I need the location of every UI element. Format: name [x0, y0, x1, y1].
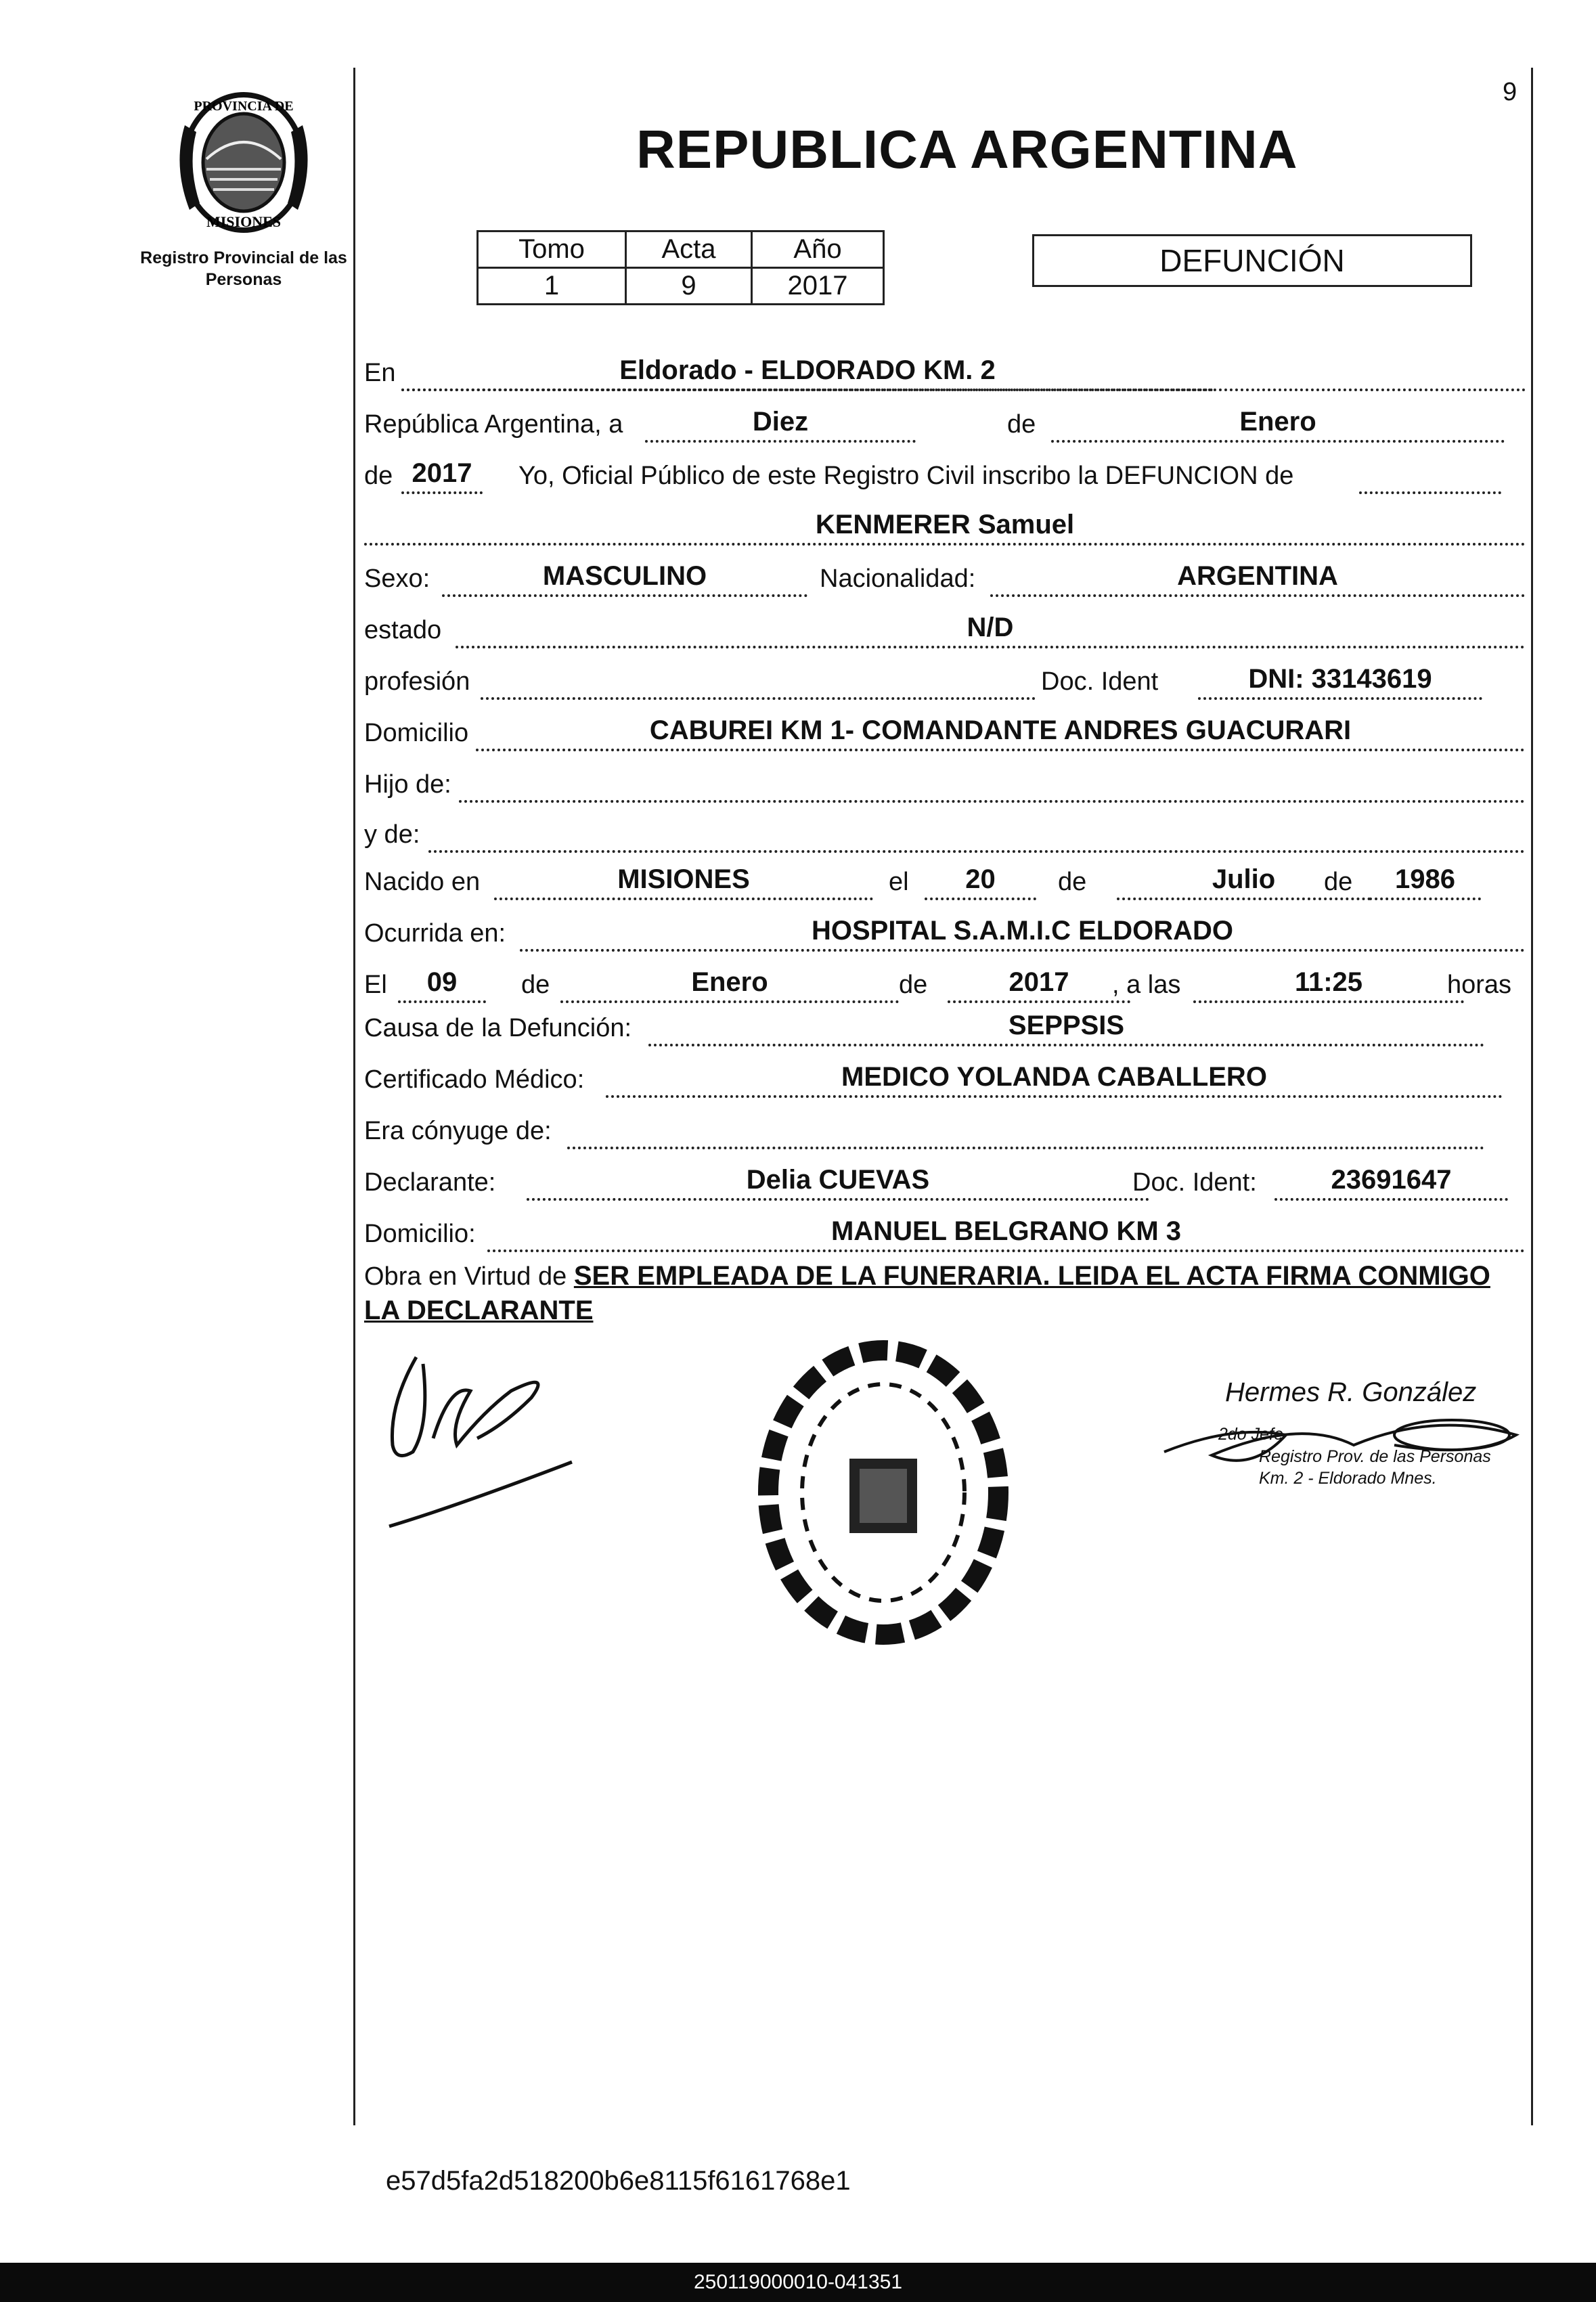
tomo-value: 1	[478, 268, 626, 305]
y-de-field	[428, 816, 1525, 853]
nacido-label: Nacido en	[364, 868, 481, 896]
row-decl-domicilio	[364, 1216, 1528, 1258]
sexo-field: MASCULINO	[442, 560, 807, 597]
causa-field: SEPPSIS	[648, 1010, 1484, 1046]
page-title: REPUBLICA ARGENTINA	[636, 119, 1298, 179]
birth-month-field: Julio	[1117, 864, 1371, 900]
el-label: el	[889, 868, 909, 896]
ocurrida-field: HOSPITAL S.A.M.I.C ELDORADO	[520, 915, 1525, 952]
death-de-label: de	[521, 971, 550, 999]
declarante-label: Declarante:	[364, 1168, 496, 1197]
birth-day-field: 20	[925, 864, 1036, 900]
decl-domicilio-label: Domicilio:	[364, 1220, 476, 1248]
provincial-seal	[173, 85, 315, 237]
hijo-field	[459, 766, 1525, 803]
death-day-field: 09	[398, 967, 486, 1003]
declarant-signature	[376, 1344, 579, 1547]
row-declarante	[364, 1164, 1528, 1206]
en-label: En	[364, 359, 396, 387]
right-margin-rule	[1531, 68, 1533, 2125]
y-de-label: y de:	[364, 820, 420, 849]
registry-label: Registro Provincial de las Personas	[140, 248, 347, 289]
birth-year-field: 1986	[1369, 864, 1481, 900]
year-field: 2017	[401, 458, 483, 494]
row-domicilio	[364, 715, 1528, 757]
blank-trailing-field	[1359, 458, 1501, 494]
hijo-label: Hijo de:	[364, 770, 451, 799]
nacido-field: MISIONES	[494, 864, 873, 900]
official-location: Km. 2 - Eldorado Mnes.	[1259, 1469, 1437, 1488]
place-field: Eldorado - ELDORADO KM. 2	[401, 355, 1214, 391]
estado-field: N/D	[456, 612, 1525, 648]
tomo-header: Tomo	[478, 231, 626, 268]
row-year	[364, 458, 1528, 500]
row-date	[364, 406, 1528, 448]
domicilio-label: Domicilio	[364, 719, 469, 747]
birth-de2-label: de	[1324, 868, 1353, 896]
yo-text: Yo, Oficial Público de este Registro Civil inscribo la DEFUNCION de	[518, 462, 1294, 490]
official-office: Registro Prov. de las Personas	[1259, 1447, 1491, 1466]
acta-header: Acta	[626, 231, 752, 268]
ocurrida-label: Ocurrida en:	[364, 919, 506, 948]
certificado-field: MEDICO YOLANDA CABALLERO	[606, 1061, 1503, 1098]
row-causa	[364, 1010, 1528, 1052]
row-deceased	[364, 509, 1528, 551]
obra-paragraph	[364, 1259, 1528, 1328]
death-month-field: Enero	[560, 967, 899, 1003]
row-nacido	[364, 864, 1528, 906]
domicilio-field: CABUREI KM 1- COMANDANTE ANDRES GUACURARI	[476, 715, 1525, 751]
row-hijo	[364, 766, 1528, 808]
republic-label: República Argentina, a	[364, 410, 623, 439]
causa-label: Causa de la Defunción:	[364, 1014, 632, 1042]
death-de2-label: de	[899, 971, 928, 999]
doc-field: DNI: 33143619	[1198, 663, 1482, 700]
book-reference-table	[476, 230, 885, 305]
nacionalidad-field: ARGENTINA	[990, 560, 1525, 597]
row-ocurrida	[364, 915, 1528, 957]
horas-label: horas	[1447, 971, 1512, 999]
de-label: de	[1007, 410, 1036, 439]
ano-header: Año	[752, 231, 884, 268]
seal-top-text: PROVINCIA DE	[194, 99, 294, 114]
declarante-doc-field: 23691647	[1274, 1164, 1508, 1201]
place-underline	[401, 355, 1526, 391]
declarante-field: Delia CUEVAS	[527, 1164, 1149, 1201]
doc-label: Doc. Ident	[1041, 667, 1159, 696]
ano-value: 2017	[752, 268, 884, 305]
conyuge-field	[567, 1113, 1484, 1149]
row-y-de	[364, 816, 1528, 858]
acta-value: 9	[626, 268, 752, 305]
row-conyuge	[364, 1113, 1528, 1155]
book-header-row	[478, 231, 884, 268]
birth-de-label: de	[1058, 868, 1087, 896]
footer-code-bar: 250119000010-041351	[0, 2263, 1596, 2302]
month-field: Enero	[1051, 406, 1505, 443]
obra-text: SER EMPLEADA DE LA FUNERARIA. LEIDA EL ACTA FIRMA CONMIGO LA DECLARANTE	[364, 1261, 1490, 1325]
left-margin-rule	[353, 68, 355, 2125]
row-certificado	[364, 1061, 1528, 1103]
row-estado	[364, 612, 1528, 654]
death-time-field: 11:25	[1193, 967, 1464, 1003]
doc-ident-label: Doc. Ident:	[1132, 1168, 1257, 1197]
sexo-label: Sexo:	[364, 565, 430, 593]
row-sex-nationality	[364, 560, 1528, 602]
row-death-date	[364, 967, 1528, 1009]
document-hash: e57d5fa2d518200b6e8115f6161768e1	[386, 2166, 851, 2196]
record-type-box: DEFUNCIÓN	[1032, 234, 1472, 287]
page-number: 9	[1503, 78, 1517, 106]
official-title: 2do Jefe	[1218, 1425, 1283, 1444]
decl-domicilio-field: MANUEL BELGRANO KM 3	[487, 1216, 1525, 1252]
conyuge-label: Era cónyuge de:	[364, 1117, 552, 1145]
deceased-name-field: KENMERER Samuel	[364, 509, 1526, 546]
official-name: Hermes R. González	[1225, 1377, 1477, 1407]
nacionalidad-label: Nacionalidad:	[820, 565, 976, 593]
day-word-field: Diez	[645, 406, 916, 443]
official-stamp	[741, 1330, 1025, 1655]
a-las-label: , a las	[1112, 971, 1181, 999]
estado-label: estado	[364, 616, 442, 644]
de-year-label: de	[364, 462, 393, 490]
profesion-label: profesión	[364, 667, 470, 696]
death-year-field: 2017	[948, 967, 1130, 1003]
seal-bottom-text: MISIONES	[206, 213, 282, 230]
death-el-label: El	[364, 971, 387, 999]
obra-label: Obra en Virtud de	[364, 1262, 567, 1291]
row-profesion	[364, 663, 1528, 705]
certificado-label: Certificado Médico:	[364, 1065, 585, 1094]
book-value-row	[478, 268, 884, 305]
profesion-field	[481, 663, 1036, 700]
